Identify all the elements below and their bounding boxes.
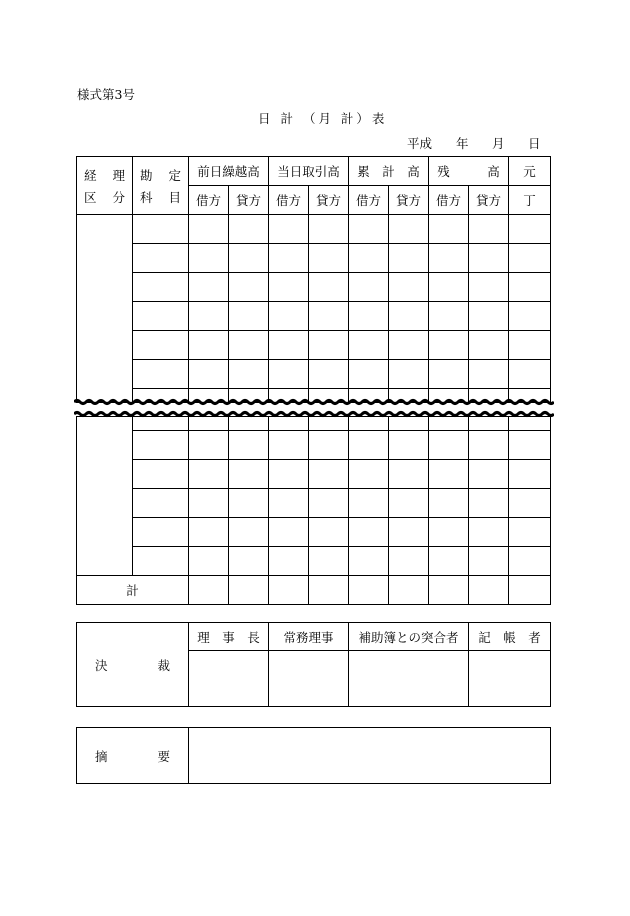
approval-label-cell bbox=[77, 623, 189, 707]
role-bookkeeper: 記 帳 者 bbox=[469, 623, 551, 651]
date-era: 平成 bbox=[407, 136, 433, 151]
break-line-top bbox=[74, 396, 554, 408]
table-row bbox=[77, 518, 551, 547]
table-row bbox=[77, 431, 551, 460]
table-row bbox=[77, 460, 551, 489]
table-row bbox=[77, 273, 551, 302]
header-credit: 貸方 bbox=[389, 186, 429, 215]
form-number: 様式第3号 bbox=[77, 87, 135, 102]
stamp-chairman[interactable] bbox=[189, 651, 269, 707]
header-ledger-line1: 元 bbox=[509, 157, 551, 186]
category-cell[interactable] bbox=[77, 215, 133, 403]
summary-label-cell bbox=[77, 728, 189, 784]
table-row bbox=[77, 360, 551, 389]
header-credit: 貸方 bbox=[469, 186, 509, 215]
header-prev-balance: 前日繰越高 bbox=[189, 157, 269, 186]
summary-table bbox=[76, 727, 551, 784]
role-chairman: 理 事 長 bbox=[189, 623, 269, 651]
header-ledger-line2: 丁 bbox=[509, 186, 551, 215]
total-label: 計 bbox=[77, 576, 189, 605]
total-row bbox=[77, 576, 551, 605]
header-account-line2: 科 目 bbox=[140, 189, 181, 205]
stamp-reconciler[interactable] bbox=[349, 651, 469, 707]
header-cumulative: 累 計 高 bbox=[349, 157, 429, 186]
ledger-table-upper bbox=[76, 156, 551, 403]
approval-table bbox=[76, 622, 551, 707]
header-category bbox=[77, 157, 133, 215]
header-category-line1: 経 理 bbox=[84, 167, 125, 183]
table-row bbox=[77, 489, 551, 518]
summary-label: 摘 要 bbox=[95, 748, 170, 764]
header-balance: 残 高 bbox=[429, 157, 509, 186]
table-row bbox=[77, 215, 551, 244]
table-row bbox=[77, 244, 551, 273]
date-month: 月 bbox=[492, 136, 505, 151]
table-row bbox=[77, 331, 551, 360]
header-debit: 借方 bbox=[349, 186, 389, 215]
stamp-bookkeeper[interactable] bbox=[469, 651, 551, 707]
table-row bbox=[77, 417, 551, 431]
header-account bbox=[133, 157, 189, 215]
header-credit: 貸方 bbox=[229, 186, 269, 215]
summary-field[interactable] bbox=[189, 728, 551, 784]
date-day: 日 bbox=[528, 136, 541, 151]
header-account-line1: 勘 定 bbox=[140, 167, 181, 183]
header-debit: 借方 bbox=[189, 186, 229, 215]
table-row bbox=[77, 547, 551, 576]
header-credit: 貸方 bbox=[309, 186, 349, 215]
approval-label: 決 裁 bbox=[95, 657, 170, 673]
header-debit: 借方 bbox=[269, 186, 309, 215]
header-debit: 借方 bbox=[429, 186, 469, 215]
role-managing-director: 常務理事 bbox=[269, 623, 349, 651]
header-category-line2: 区 分 bbox=[84, 189, 125, 205]
stamp-managing-director[interactable] bbox=[269, 651, 349, 707]
page-title: 日 計 （月 計）表 bbox=[258, 111, 388, 126]
table-row bbox=[77, 302, 551, 331]
date-year: 年 bbox=[456, 136, 469, 151]
category-cell[interactable] bbox=[77, 417, 133, 576]
role-reconciler: 補助簿との突合者 bbox=[349, 623, 469, 651]
header-today-transactions: 当日取引高 bbox=[269, 157, 349, 186]
ledger-table-lower bbox=[76, 416, 551, 605]
